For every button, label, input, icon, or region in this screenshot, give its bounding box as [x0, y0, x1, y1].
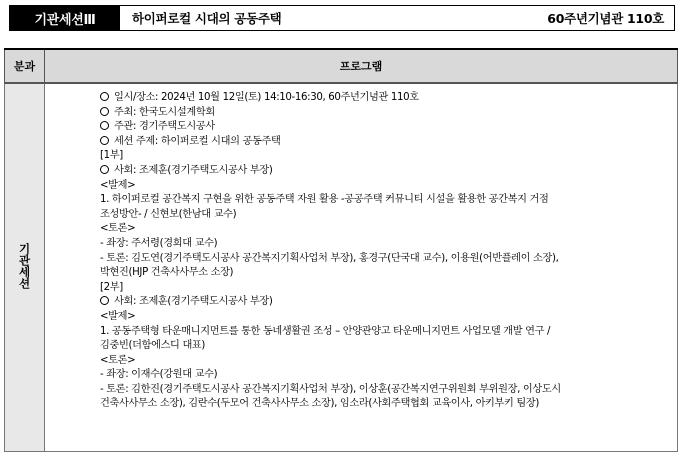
column-header-program: 프로그램 [45, 49, 678, 83]
session-tag: 기관세션Ⅲ [10, 6, 120, 30]
part2-chair: - 좌장: 이재수(강원대 교수) [100, 369, 218, 381]
circle-bullet-icon [100, 296, 109, 305]
session-header [9, 5, 675, 31]
part1-presentation-line1: 1. 하이퍼로컬 공간복지 구현을 위한 공동주택 자원 활용 -공공주택 커뮤니티 시설을 활용한 공간복지 거점 [100, 194, 549, 206]
category-label: 기관세션 [17, 242, 32, 289]
part1-discussion-label: <토론> [100, 223, 136, 235]
info-line-theme: 세션 주제: 하이퍼로컬 시대의 공동주택 [100, 135, 668, 150]
category-cell [5, 83, 45, 452]
circle-bullet-icon [100, 92, 109, 101]
part1-presentation-line2: 조성방안- / 신현보(한남대 교수) [100, 208, 237, 220]
part1-panel-line2: 박현진(HJP 건축사사무소 소장) [100, 267, 234, 279]
part2-label: [2부] [100, 281, 123, 293]
program-cell [45, 83, 678, 452]
part2-presentation-line1: 1. 공동주택형 타운매니지먼트를 통한 동네생활권 조성 – 안양관양고 타운메니지먼트 사업모델 개발 연구 / [100, 325, 551, 337]
part1-host: 사회: 조제훈(경기주택도시공사 부장) [100, 164, 668, 179]
part2-panel-line2: 건축사사무소 소장), 김란수(두모어 건축사사무소 소장), 임소라(사회주택협회 교육이사, 아키부키 팀장) [100, 398, 540, 410]
part1-panel-line1: - 토론: 김도연(경기주택도시공사 공간복지기획사업처 부장), 홍경구(단국대 교수), 이용원(어반플레이 소장), [100, 252, 559, 264]
table-row [5, 83, 678, 452]
circle-bullet-icon [100, 107, 109, 116]
circle-bullet-icon [100, 165, 109, 174]
part2-presentation-label: <발제> [100, 310, 136, 322]
circle-bullet-icon [100, 136, 109, 145]
part2-presentation-line2: 김중빈(더함에스디 대표) [100, 340, 206, 352]
info-line-organizer: 주관: 경기주택도시공사 [100, 120, 668, 135]
info-line-host-org: 주최: 한국도시설계학회 [100, 106, 668, 121]
circle-bullet-icon [100, 121, 109, 130]
session-title: 하이퍼로컬 시대의 공동주택 [132, 11, 282, 26]
program-content [46, 85, 676, 412]
part2-discussion-label: <토론> [100, 354, 136, 366]
part2-host: 사회: 조제훈(경기주택도시공사 부장) [100, 295, 668, 310]
program-table [4, 48, 678, 452]
table-header-row [5, 49, 678, 83]
part1-presentation-label: <발제> [100, 179, 136, 191]
column-header-category: 분과 [5, 49, 45, 83]
session-venue: 60주년기념관 110호 [547, 11, 664, 26]
part1-chair: - 좌장: 주서령(경희대 교수) [100, 237, 218, 249]
part2-panel-line1: - 토론: 김한진(경기주택도시공사 공간복지기획사업처 부장), 이상훈(공간복지연구위원회 부위원장, 이상도시 [100, 383, 561, 395]
info-line-datetime: 일시/장소: 2024년 10월 12일(토) 14:10-16:30, 60주년기념관 110호 [100, 91, 668, 106]
part1-label: [1부] [100, 150, 123, 162]
